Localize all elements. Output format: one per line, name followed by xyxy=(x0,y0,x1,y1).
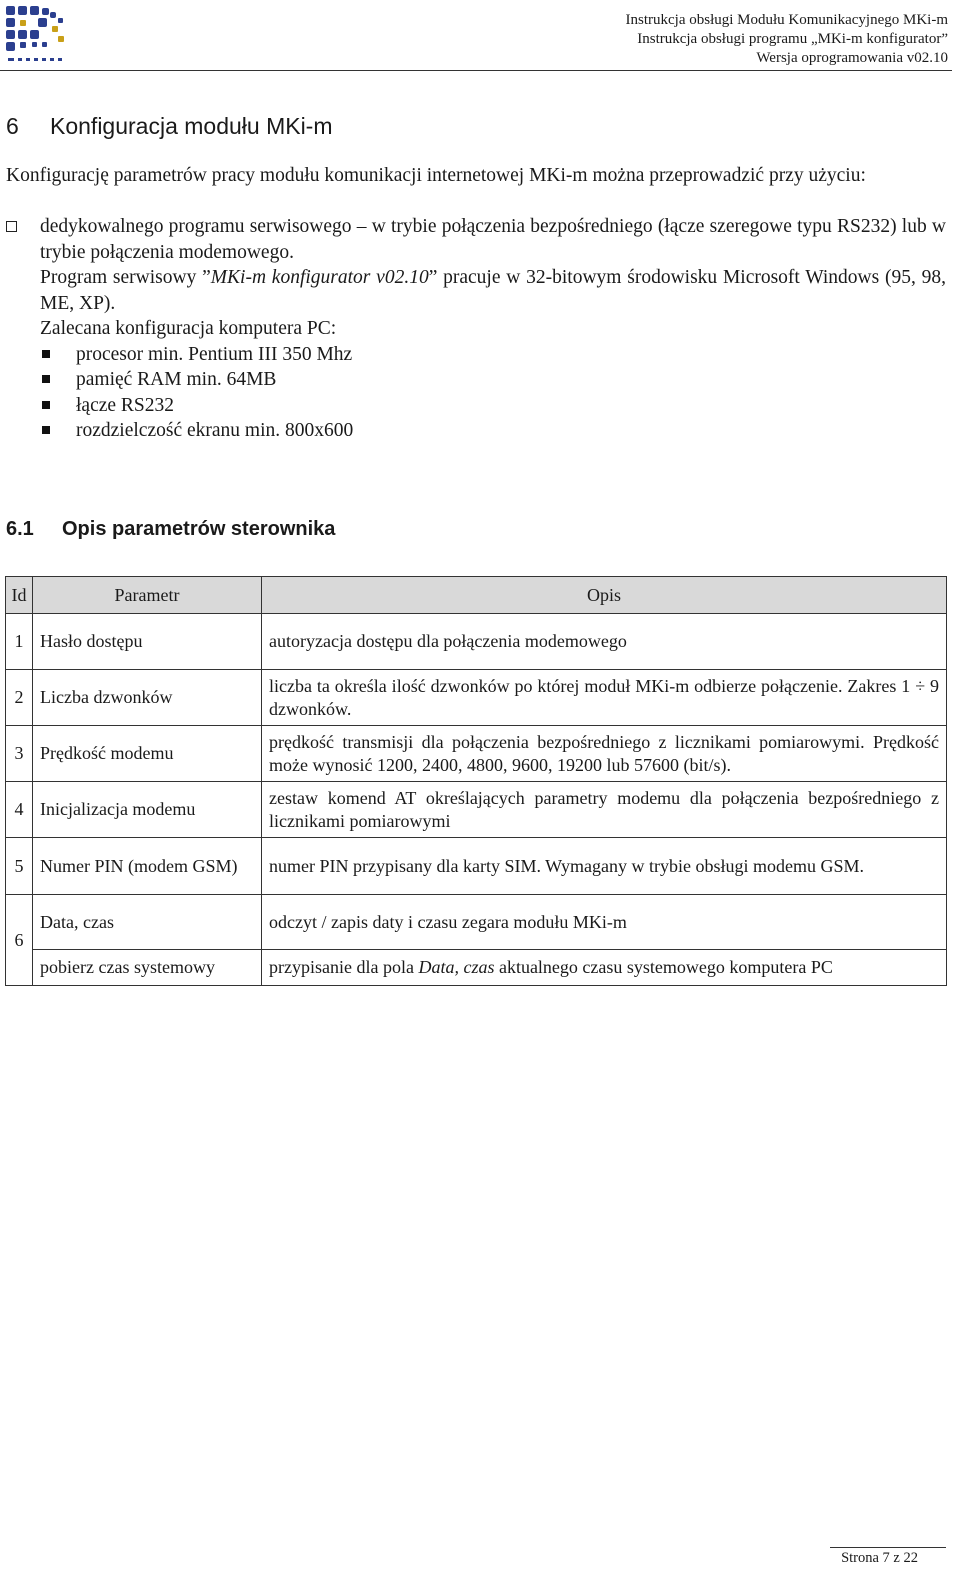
row-parameter: Numer PIN (modem GSM) xyxy=(33,838,262,895)
row-description: liczba ta określa ilość dzwonków po której moduł MKi-m odbierze połączenie. Zakres 1 ÷ 9 dzwonków. xyxy=(262,670,947,726)
table-row xyxy=(6,782,947,838)
row-description: przypisanie dla pola Data, czas aktualnego czasu systemowego komputera PC xyxy=(262,950,947,986)
header-title: Instrukcja obsługi Modułu Komunikacyjnego MKi-m xyxy=(625,12,948,28)
subsection-title: Opis parametrów sterownika xyxy=(62,518,336,540)
list-item: procesor min. Pentium III 350 Mhz xyxy=(40,342,946,368)
bullet-text: dedykowalnego programu serwisowego – w trybie połączenia bezpośredniego (łącze szeregowe typu RS232) lub w trybie połączenia modemowego. xyxy=(40,216,946,263)
header-subtitle: Instrukcja obsługi programu „MKi-m konfigurator” xyxy=(637,31,948,47)
program-paragraph xyxy=(40,265,946,316)
row-parameter: Liczba dzwonków xyxy=(33,670,262,726)
row-parameter: pobierz czas systemowy xyxy=(33,950,262,986)
row-id: 1 xyxy=(6,614,33,670)
recommended-config-label: Zalecana konfiguracja komputera PC: xyxy=(40,318,337,339)
row-id: 6 xyxy=(6,895,33,986)
section-heading xyxy=(6,113,333,140)
requirements-list xyxy=(40,342,946,444)
column-header-id: Id xyxy=(6,577,33,614)
square-bullet-icon xyxy=(42,350,50,358)
subsection-heading xyxy=(6,518,335,541)
header-divider xyxy=(0,70,952,71)
list-item: pamięć RAM min. 64MB xyxy=(40,367,946,393)
field-name: Data, czas xyxy=(418,957,495,977)
program-name: MKi-m konfigurator v02.10 xyxy=(210,267,429,288)
row-id: 2 xyxy=(6,670,33,726)
list-item: łącze RS232 xyxy=(40,393,946,419)
row-description: odczyt / zapis daty i czasu zegara modułu MKi-m xyxy=(262,895,947,950)
page-number: Strona 7 z 22 xyxy=(841,1550,918,1566)
table-row xyxy=(6,895,947,950)
parameters-table xyxy=(5,576,947,986)
subsection-number: 6.1 xyxy=(6,518,34,540)
square-bullet-icon xyxy=(42,375,50,383)
program-text-after: ” pracuje w 32-bitowym środowisku Microsoft Windows (95, 98, ME, XP). xyxy=(40,267,947,314)
table-header-row xyxy=(6,577,947,614)
square-bullet-icon xyxy=(42,401,50,409)
column-header-description: Opis xyxy=(262,577,947,614)
row-id: 4 xyxy=(6,782,33,838)
row-description: numer PIN przypisany dla karty SIM. Wymagany w trybie obsługi modemu GSM. xyxy=(262,838,947,895)
row-parameter: Inicjalizacja modemu xyxy=(33,782,262,838)
table-row xyxy=(6,726,947,782)
document-header xyxy=(626,11,948,68)
table-row xyxy=(6,950,947,986)
program-text-before: Program serwisowy ” xyxy=(40,267,211,288)
checkbox-bullet-item xyxy=(6,214,946,444)
column-header-parameter: Parametr xyxy=(33,577,262,614)
table-row xyxy=(6,614,947,670)
row-parameter: Data, czas xyxy=(33,895,262,950)
row-description: prędkość transmisji dla połączenia bezpośredniego z licznikami pomiarowymi. Prędkość może wynosić 1200, 2400, 4800, 9600, 19200 lub 57600 (bit/s). xyxy=(262,726,947,782)
row-parameter: Hasło dostępu xyxy=(33,614,262,670)
square-bullet-icon xyxy=(42,426,50,434)
checkbox-bullet-icon xyxy=(6,221,17,232)
row-description: autoryzacja dostępu dla połączenia modemowego xyxy=(262,614,947,670)
row-description: zestaw komend AT określających parametry modemu dla połączenia bezpośredniego z licznikami pomiarowymi xyxy=(262,782,947,838)
company-logo xyxy=(2,2,72,66)
footer-divider xyxy=(830,1547,946,1548)
row-id: 3 xyxy=(6,726,33,782)
intro-paragraph: Konfigurację parametrów pracy modułu komunikacji internetowej MKi-m można przeprowadzić przy użyciu: xyxy=(6,165,866,186)
section-number: 6 xyxy=(6,113,19,139)
table-row xyxy=(6,670,947,726)
table-row xyxy=(6,838,947,895)
section-title: Konfiguracja modułu MKi-m xyxy=(50,113,333,139)
row-id: 5 xyxy=(6,838,33,895)
row-parameter: Prędkość modemu xyxy=(33,726,262,782)
list-item: rozdzielczość ekranu min. 800x600 xyxy=(40,418,946,444)
header-version: Wersja oprogramowania v02.10 xyxy=(756,50,948,66)
